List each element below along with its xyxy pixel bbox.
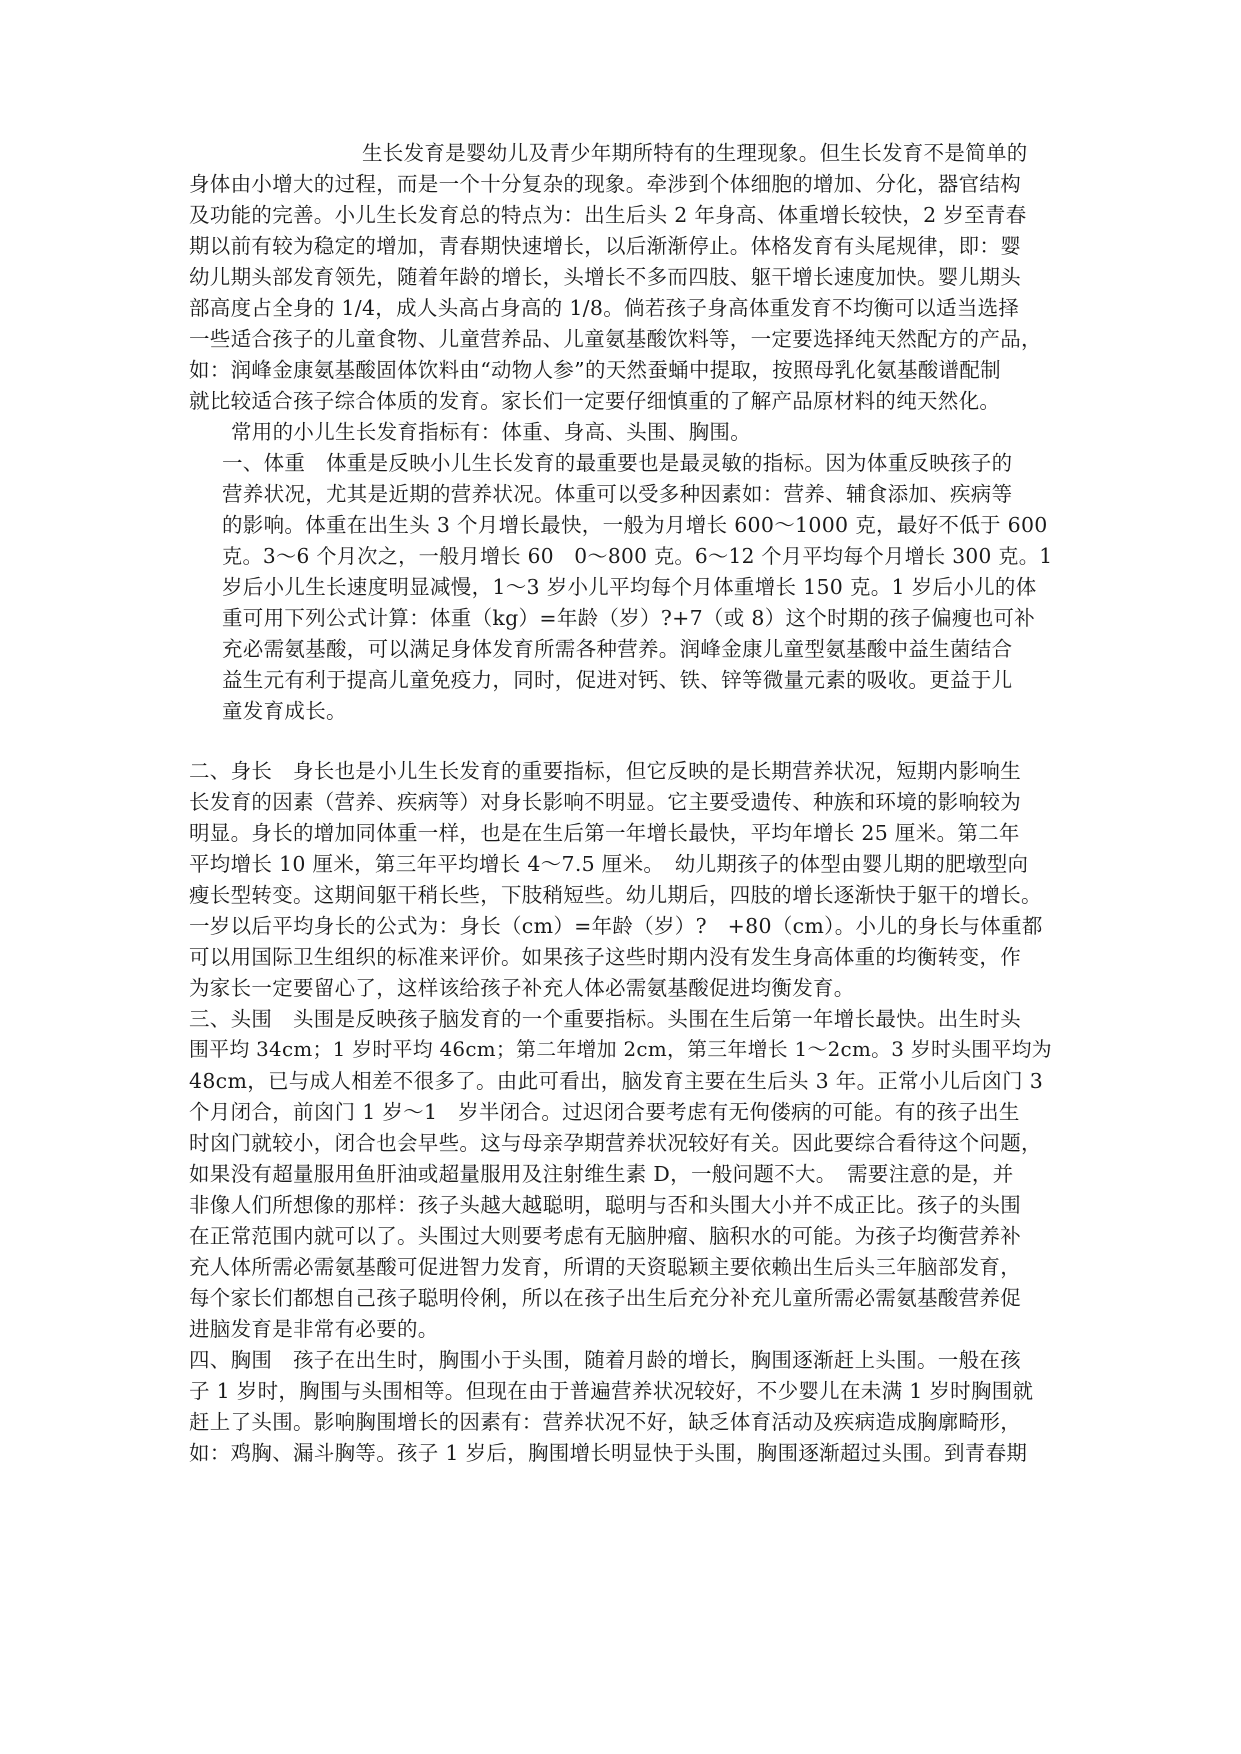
text-line: 期以前有较为稳定的增加，青春期快速增长，以后渐渐停止。体格发育有头尾规律，即：婴: [189, 234, 1021, 258]
text-line: 明显。身长的增加同体重一样，也是在生后第一年增长最快，平均年增长 25 厘米。第二年: [189, 821, 1020, 845]
text-line: 在正常范围内就可以了。头围过大则要考虑有无脑肿瘤、脑积水的可能。为孩子均衡营养补: [189, 1224, 1021, 1248]
text-line: 如：鸡胸、漏斗胸等。孩子 1 岁后，胸围增长明显快于头围，胸围逐渐超过头围。到青春期: [189, 1441, 1028, 1465]
text-line: 克。3～6 个月次之，一般月增长 60 0～800 克。6～12 个月平均每个月增长 300 克。1: [222, 544, 1053, 568]
text-line: 时囟门就较小，闭合也会早些。这与母亲孕期营养状况较好有关。因此要综合看待这个问题，: [189, 1131, 1042, 1155]
text-line: 子 1 岁时，胸围与头围相等。但现在由于普遍营养状况较好，不少婴儿在未满 1 岁时胸围就: [189, 1379, 1034, 1403]
text-line: 进脑发育是非常有必要的。: [189, 1317, 439, 1341]
text-line: 可以用国际卫生组织的标准来评价。如果孩子这些时期内没有发生身高体重的均衡转变，作: [189, 945, 1021, 969]
section-heading-weight: 一、体重 体重是反映小儿生长发育的最重要也是最灵敏的指标。因为体重反映孩子的: [222, 451, 1013, 475]
section-heading-length: 二、身长 身长也是小儿生长发育的重要指标，但它反映的是长期营养状况，短期内影响生: [189, 759, 1021, 783]
text-line: 重可用下列公式计算：体重（kg）=年龄（岁）?+7（或 8）这个时期的孩子偏瘦也可补: [222, 606, 1036, 630]
section-heading-head: 三、头围 头围是反映孩子脑发育的一个重要指标。头围在生后第一年增长最快。出生时头: [189, 1007, 1021, 1031]
text-line: 如果没有超量服用鱼肝油或超量服用及注射维生素 D，一般问题不大。 需要注意的是，并: [189, 1162, 1014, 1186]
text-line: 充人体所需必需氨基酸可促进智力发育，所谓的天资聪颖主要依赖出生后头三年脑部发育，: [189, 1255, 1021, 1279]
text-line: 一些适合孩子的儿童食物、儿童营养品、儿童氨基酸饮料等，一定要选择纯天然配方的产品，: [189, 327, 1042, 351]
text-line: 的影响。体重在出生头 3 个月增长最快，一般为月增长 600～1000 克，最好不低于 600: [222, 513, 1048, 537]
text-line: 充必需氨基酸，可以满足身体发育所需各种营养。润峰金康儿童型氨基酸中益生菌结合: [222, 637, 1013, 661]
text-line: 就比较适合孩子综合体质的发育。家长们一定要仔细慎重的了解产品原材料的纯天然化。: [189, 389, 1001, 413]
text-line: 为家长一定要留心了，这样该给孩子补充人体必需氨基酸促进均衡发育。: [189, 976, 855, 1000]
section-heading-chest: 四、胸围 孩子在出生时，胸围小于头围，随着月龄的增长，胸围逐渐赶上头围。一般在孩: [189, 1348, 1021, 1372]
text-line: 每个家长们都想自己孩子聪明伶俐，所以在孩子出生后充分补充儿童所需必需氨基酸营养促: [189, 1286, 1021, 1310]
text-line: 岁后小儿生长速度明显减慢，1～3 岁小儿平均每个月体重增长 150 克。1 岁后小儿的体: [222, 575, 1037, 599]
text-line: 如：润峰金康氨基酸固体饮料由“动物人参”的天然蚕蛹中提取，按照母乳化氨基酸谱配制: [189, 358, 1001, 382]
text-line: 身体由小增大的过程，而是一个十分复杂的现象。牵涉到个体细胞的增加、分化，器官结构: [189, 172, 1021, 196]
text-line: 常用的小儿生长发育指标有：体重、身高、头围、胸围。: [231, 420, 751, 444]
text-line: 营养状况，尤其是近期的营养状况。体重可以受多种因素如：营养、辅食添加、疾病等: [222, 482, 1013, 506]
text-line: 幼儿期头部发育领先，随着年龄的增长，头增长不多而四肢、躯干增长速度加快。婴儿期头: [189, 265, 1021, 289]
text-line: 部高度占全身的 1/4，成人头高占身高的 1/8。倘若孩子身高体重发育不均衡可以适当选择: [189, 296, 1020, 320]
text-line: 益生元有利于提高儿童免疫力，同时，促进对钙、铁、锌等微量元素的吸收。更益于儿: [222, 668, 1013, 692]
text-line: 一岁以后平均身长的公式为：身长（cm）=年龄（岁）? +80（cm）。小儿的身长与体重都: [189, 914, 1043, 938]
text-line: 生长发育是婴幼儿及青少年期所特有的生理现象。但生长发育不是简单的: [362, 141, 1028, 165]
text-line: 童发育成长。: [222, 699, 347, 723]
text-line: 个月闭合，前囟门 1 岁～1 岁半闭合。过迟闭合要考虑有无佝偻病的可能。有的孩子出生: [189, 1100, 1020, 1124]
text-line: 平均增长 10 厘米，第三年平均增长 4～7.5 厘米。 幼儿期孩子的体型由婴儿期的肥墩型向: [189, 852, 1029, 876]
text-line: 非像人们所想像的那样：孩子头越大越聪明，聪明与否和头围大小并不成正比。孩子的头围: [189, 1193, 1021, 1217]
text-line: 长发育的因素（营养、疾病等）对身长影响不明显。它主要受遗传、种族和环境的影响较为: [189, 790, 1021, 814]
text-line: 瘦长型转变。这期间躯干稍长些，下肢稍短些。幼儿期后，四肢的增长逐渐快于躯干的增长。: [189, 883, 1042, 907]
text-line: 赶上了头围。影响胸围增长的因素有：营养状况不好，缺乏体育活动及疾病造成胸廓畸形，: [189, 1410, 1021, 1434]
text-line: 及功能的完善。小儿生长发育总的特点为：出生后头 2 年身高、体重增长较快，2 岁至青春: [189, 203, 1027, 227]
text-line: 围平均 34cm；1 岁时平均 46cm；第二年增加 2cm，第三年增长 1～2cm。3 岁时头围平均为: [189, 1038, 1052, 1061]
text-line: 48cm，已与成人相差不很多了。由此可看出，脑发育主要在生后头 3 年。正常小儿后囟门 3: [189, 1069, 1044, 1093]
